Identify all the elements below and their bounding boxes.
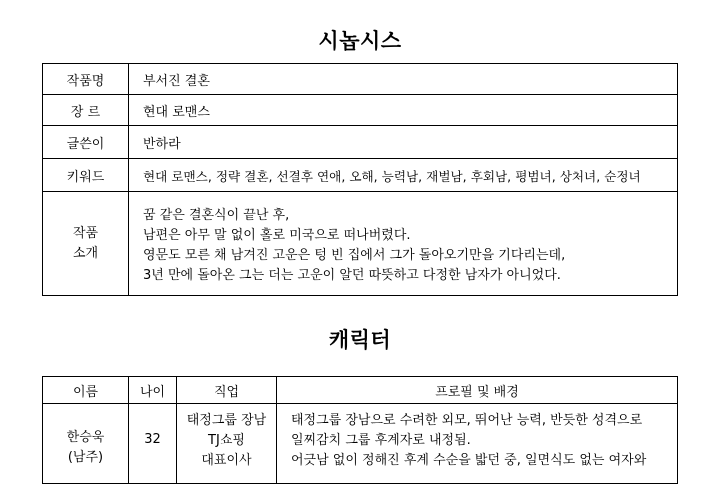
header-name: 이름 <box>43 377 129 404</box>
label-title: 작품명 <box>43 64 129 95</box>
value-intro <box>129 192 678 296</box>
character-title: 캐릭터 <box>328 328 392 352</box>
label-genre: 장 르 <box>43 95 129 126</box>
synopsis-row-intro <box>43 192 678 296</box>
intro-line: 남편은 아무 말 없이 홀로 미국으로 떠나버렸다. <box>143 227 411 243</box>
label-intro-line2: 소개 <box>72 245 99 261</box>
value-title: 부서진 결혼 <box>129 64 678 95</box>
character-job-line: 태정그룹 장남 <box>186 413 267 428</box>
synopsis-row-genre <box>43 95 678 126</box>
header-job: 직업 <box>177 377 277 404</box>
intro-line: 3년 만에 돌아온 그는 더는 고운이 알던 따뜻하고 다정한 남자가 아니었다. <box>143 267 561 283</box>
character-job-line: TJ쇼핑 <box>208 433 245 448</box>
character-profile-line: 어긋남 없이 정해진 후계 수순을 밟던 중, 일면식도 없는 여자와 <box>291 453 647 468</box>
value-keywords: 현대 로맨스, 정략 결혼, 선결후 연애, 오해, 능력남, 재벌남, 후회남, 평범녀, 상처녀, 순정녀 <box>129 159 678 192</box>
synopsis-table <box>42 63 678 296</box>
character-role: (남주) <box>67 450 104 465</box>
header-profile: 프로필 및 배경 <box>277 377 678 404</box>
intro-line: 영문도 모른 채 남겨진 고운은 텅 빈 집에서 그가 돌아오기만을 기다리는데, <box>143 247 566 263</box>
character-profile-line: 태정그룹 장남으로 수려한 외모, 뛰어난 능력, 반듯한 성격으로 <box>291 413 643 428</box>
character-row <box>43 404 678 484</box>
character-profile-line: 일찌감치 그룹 후계자로 내정됨. <box>291 433 471 448</box>
synopsis-title: 시놉시스 <box>318 29 402 53</box>
character-job-line: 대표이사 <box>201 453 252 468</box>
header-age: 나이 <box>129 377 177 404</box>
character-job-cell <box>177 404 277 484</box>
character-profile-cell <box>277 404 678 484</box>
synopsis-row-title <box>43 64 678 95</box>
character-name-cell <box>43 404 129 484</box>
character-name: 한승욱 <box>66 430 105 445</box>
label-keywords: 키워드 <box>43 159 129 192</box>
character-header-row <box>43 377 678 404</box>
label-author: 글쓴이 <box>43 126 129 159</box>
value-genre: 현대 로맨스 <box>129 95 678 126</box>
character-table <box>42 376 678 484</box>
synopsis-row-keywords <box>43 159 678 192</box>
label-intro <box>43 192 129 296</box>
value-author: 반하라 <box>129 126 678 159</box>
label-intro-line1: 작품 <box>72 225 99 241</box>
character-age: 32 <box>129 404 177 484</box>
synopsis-row-author <box>43 126 678 159</box>
intro-line: 꿈 같은 결혼식이 끝난 후, <box>143 207 290 223</box>
